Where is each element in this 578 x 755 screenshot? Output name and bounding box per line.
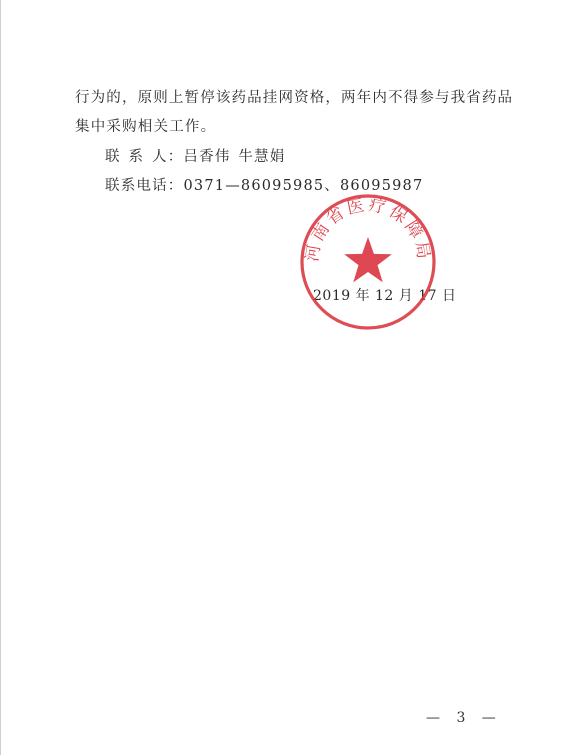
contact-phone: 联系电话：0371—86095985、86095987 bbox=[105, 178, 424, 194]
contact-people: 联 系 人：吕香伟 牛慧娟 bbox=[105, 149, 286, 165]
page-number: — 3 — bbox=[426, 710, 502, 726]
paragraph-line-1: 行为的，原则上暂停该药品挂网资格，两年内不得参与我省药品 bbox=[75, 90, 514, 106]
seal-star-icon bbox=[344, 237, 392, 282]
paragraph-line-2: 集中采购相关工作。 bbox=[75, 119, 217, 135]
svg-text:河南省医疗保障局: 河南省医疗保障局 bbox=[302, 195, 434, 264]
issue-date: 2019 年 12 月 17 日 bbox=[313, 288, 457, 304]
official-seal bbox=[299, 193, 437, 331]
